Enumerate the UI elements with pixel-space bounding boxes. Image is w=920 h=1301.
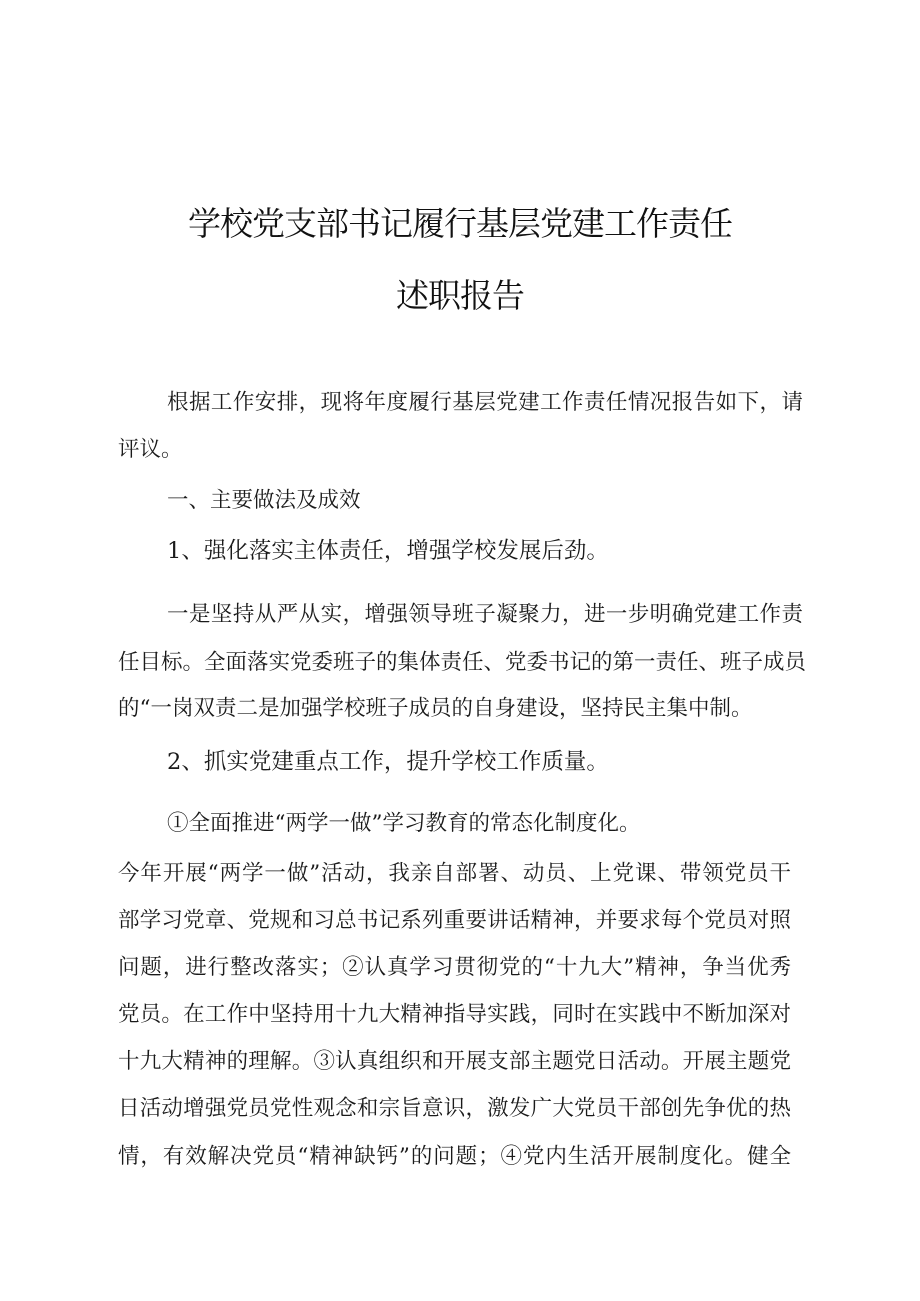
paragraph-2-line-8: 情，有效解决党员“精神缺钙”的问题；④党内生活开展制度化。健全 xyxy=(118,1144,791,1169)
paragraph-2-line-6: 十九大精神的理解。③认真组织和开展支部主题党日活动。开展主题党 xyxy=(118,1049,791,1074)
paragraph-2-line-7: 日活动增强党员党性观念和宗旨意识，激发广大党员干部创先争优的热 xyxy=(118,1096,791,1121)
paragraph-2-line-5: 党员。在工作中坚持用十九大精神指导实践，同时在实践中不断加深对 xyxy=(118,1002,791,1027)
paragraph-2-line-3: 部学习党章、党规和习总书记系列重要讲话精神，并要求每个党员对照 xyxy=(118,908,791,933)
paragraph-2-line-4: 问题，进行整改落实；②认真学习贯彻党的“十九大”精神，争当优秀 xyxy=(118,955,791,980)
section-heading-main-practices: 一、主要做法及成效 xyxy=(167,488,361,513)
paragraph-2-line-2: 今年开展“两学一做”活动，我亲自部署、动员、上党课、带领党员干 xyxy=(118,861,791,886)
document-title-line-2: 述职报告 xyxy=(396,276,524,315)
subheading-1: 1、强化落实主体责任，增强学校发展后劲。 xyxy=(167,538,609,564)
paragraph-1-line-3: 的“一岗双责二是加强学校班子成员的自身建设，坚持民主集中制。 xyxy=(118,696,753,721)
intro-line-1: 根据工作安排，现将年度履行基层党建工作责任情况报告如下，请 xyxy=(167,390,803,415)
subheading-2: 2、抓实党建重点工作，提升学校工作质量。 xyxy=(167,749,609,775)
intro-line-2: 评议。 xyxy=(118,437,183,462)
paragraph-1-line-1: 一是坚持从严从实，增强领导班子凝聚力，进一步明确党建工作责 xyxy=(167,602,803,627)
paragraph-2-line-1: ①全面推进“两学一做”学习教育的常态化制度化。 xyxy=(167,811,641,836)
document-title-line-1: 学校党支部书记履行基层党建工作责任 xyxy=(188,204,732,243)
paragraph-1-line-2: 任目标。全面落实党委班子的集体责任、党委书记的第一责任、班子成员 xyxy=(118,650,807,675)
